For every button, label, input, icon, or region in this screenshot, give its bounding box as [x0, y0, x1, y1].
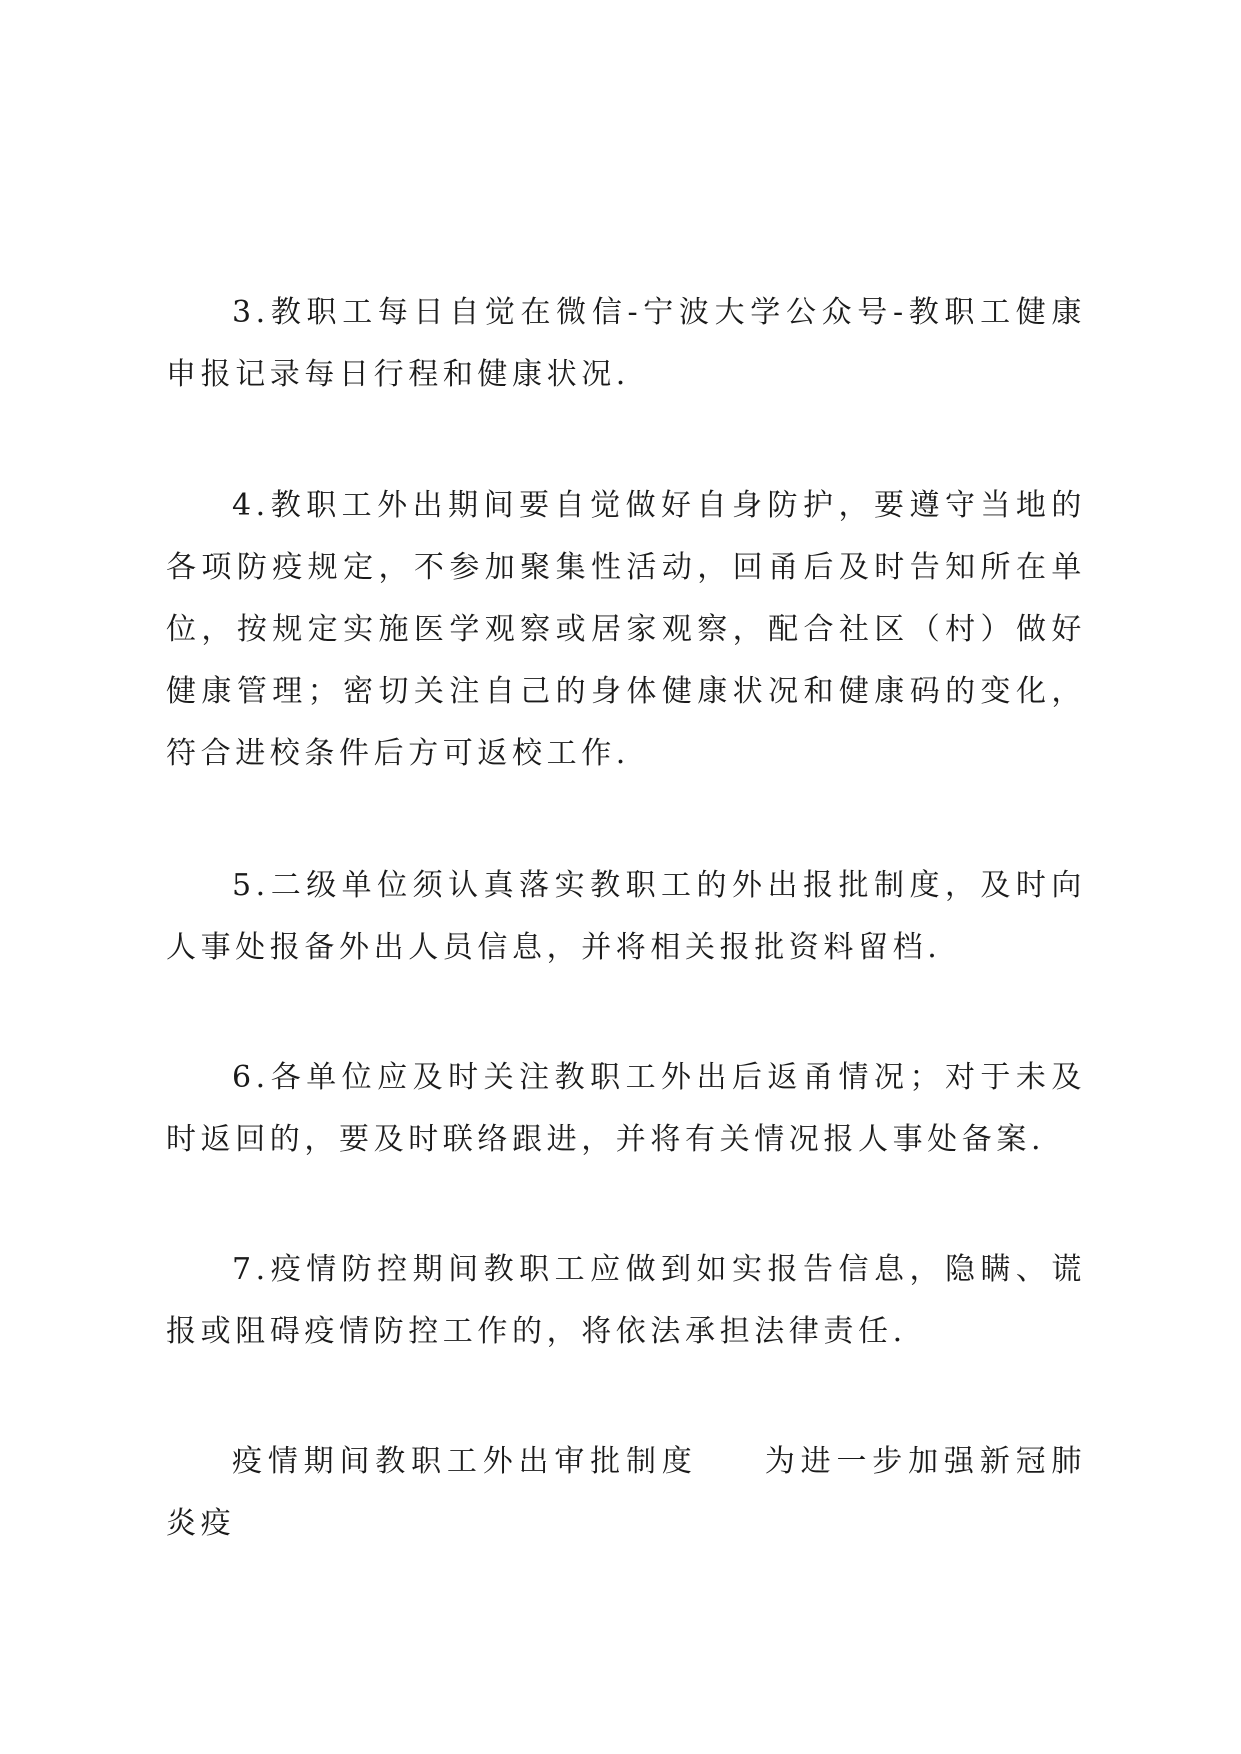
closing-paragraph: [166, 1431, 1086, 1555]
paragraph-item-7: 7.疫情防控期间教职工应做到如实报告信息，隐瞒、谎报或阻碍疫情防控工作的，将依法承担法律责任.: [166, 1252, 1086, 1349]
paragraph-item-3: 3.教职工每日自觉在微信-宁波大学公众号-教职工健康申报记录每日行程和健康状况.: [166, 295, 1086, 392]
section-title: 疫情期间教职工外出审批制度: [232, 1444, 698, 1479]
paragraph-item-6: 6.各单位应及时关注教职工外出后返甬情况；对于未及时返回的，要及时联络跟进，并将有关情况报人事处备案.: [166, 1060, 1086, 1157]
paragraph-item-4: 4.教职工外出期间要自觉做好自身防护，要遵守当地的各项防疫规定，不参加聚集性活动，回甬后及时告知所在单位，按规定实施医学观察或居家观察，配合社区（村）做好健康管理；密切关注自己的身体健康状况和健康码的变化，符合进校条件后方可返校工作.: [166, 488, 1086, 771]
section-continuation-text: 为进一步加强新冠肺炎疫: [166, 1444, 1086, 1541]
paragraph-item-5: 5.二级单位须认真落实教职工的外出报批制度，及时向人事处报备外出人员信息，并将相关报批资料留档.: [166, 868, 1086, 965]
